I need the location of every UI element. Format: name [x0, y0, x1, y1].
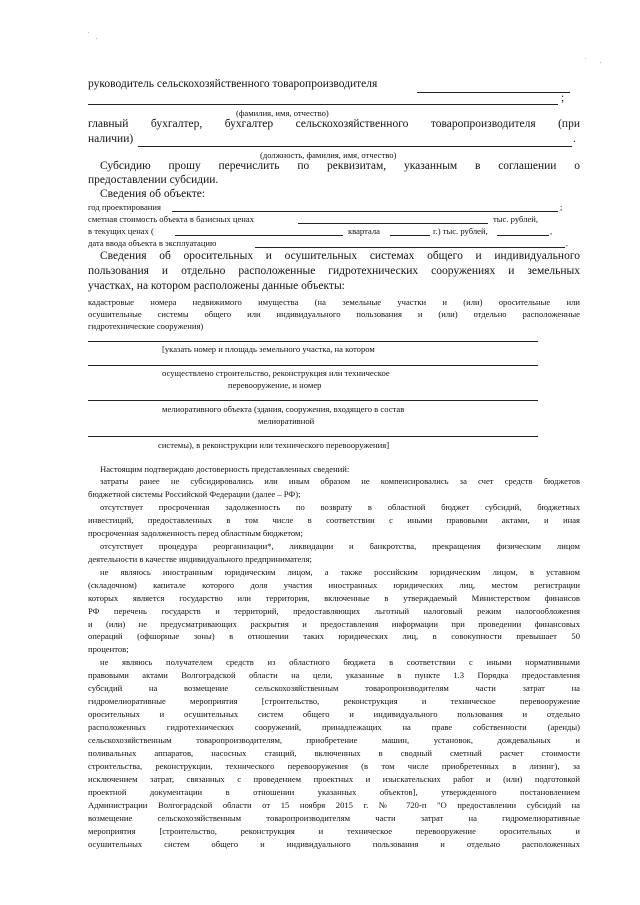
accountant-label-2: наличии)	[88, 133, 134, 145]
manager-caption: (фамилия, имя, отчество)	[236, 108, 329, 118]
basic-cost-label: сметная стоимость объекта в базисных ценах	[88, 214, 255, 224]
object-heading: Сведения об объекте:	[100, 188, 206, 200]
year-suffix: г.) тыс. рублей,	[433, 226, 488, 236]
commission-date-label: дата ввода объекта в эксплуатацию	[88, 238, 217, 248]
confirmation-line: мероприятия [строительство, реконструкция и техническое перевооружение оросительных и	[88, 825, 580, 836]
confirmation-line: инвестиций, предоставленных в том числе в соответствии с иными правовыми актами, и иная	[88, 514, 580, 525]
cadastral-text: кадастровые номера недвижимого имущества (на земельные участки и (или) оросительные или	[88, 297, 580, 307]
accountant-name-field[interactable]	[138, 146, 572, 147]
confirmation-line: (складочном) капитале которого доля участия иностранных юридических лиц, местом регистрации	[88, 579, 580, 590]
cadastral-hint: осуществлено строительство, реконструкция или техническое	[162, 368, 390, 378]
confirmation-line: отсутствует процедура реорганизации*, ликвидации и банкротства, прекращения физическим лицом	[100, 540, 580, 551]
cadastral-text: осушительные системы общего или индивидуального пользования и (или) отдельно расположенные	[88, 309, 580, 319]
accountant-caption: (должность, фамилия, имя, отчество)	[260, 150, 397, 160]
confirmation-line: и (или) не предусматривающих раскрытия и предоставления информации при проведении финансовых	[88, 618, 580, 629]
document-page: руководитель сельскохозяйственного товаропроизводителя ; (фамилия, имя, отчество) главный бухгалтер, бухгалтер сельскохозяйственного товаропроизводителя (при наличии) . (должность, фамилия, имя, отчество) Субсидию прошу перечислить по реквизитам, указанным в соглашении о предоставлении субсидии. Сведения об объекте: год проектирования ; сметная стоимость объекта в базисных ценах тыс. рублей, в текущих ценах ( квартала г.) тыс. рублей, , дата ввода объекта в эксплуатацию . Сведения об оросительных и осушительных системах общего и индивидуального пользования и отдельно расположенные гидротехнических сооружениях и земельных участках, на котором расположены данные объекты: кадастровые номера недвижимого имущества (на земельные участки и (или) оросительные или осушительные системы общего или индивидуального пользования и (или) отдельно расположенные гидротехнические сооружения) [указать номер и площадь земельного участка, на котором осуществлено строительство, реконструкция или техническое перевооружение, и номер мелиоративного объекта (здания, сооружения, входящего в состав мелиоративной системы), в реконструкции или технического перевооружения] Настоящим подтверждаю достоверность представленных сведений: затраты ранее не субсидировались или иным образом не компенсировались за счет средств бюджетов бюджетной системы Российской Федерации (далее – РФ); отсутствует просроченная задолженность по возврату в областной бюджет субсидий, бюджетных инвестиций, предоставленных в том числе в соответствии с иными правовыми актами, и иная просроченная задолженность перед областным бюджетом; отсутствует процедура реорганизации*, ликвидации и банкротства, прекращения физическим лицом деятельности в качестве индивидуального предпринимателя; не являюсь иностранным юридическим лицом, а также российским юридическим лицом, в уставном (складочном) капитале которого доля участия иностранных юридических лиц, местом регистрации которых является государство или территория, включенные в утверждаемый Министерством финансов РФ перечень государств и территорий, предоставляющих льготный налоговый режим налогообложения и (или) не предусматривающих раскрытия и предоставления информации при проведении финансовых операций (офшорные зоны) в отношении таких юридических лиц, в совокупности превышает 50 процентов; не являюсь получателем средств из областного бюджета в соответствии с иными нормативными правовыми актами Волгоградской области на цели, указанные в пункте 1.3 Порядка предоставления субсидий на возмещение сельскохозяйственным товаропроизводителям части затрат на гидромелиоративные мероприятия [строительство, реконструкция и техническое перевооружение оросительных и осушительных систем общего и индивидуального пользования и отдельно расположенных гидротехнических сооружений, принадлежащих на праве собственности (аренды) сельскохозяйственным товаропроизводителям, приобретение машин, установок, дождевальных и поливальных аппаратов, насосных станций, включенных в сводный сметный расчет стоимости строительства, реконструкции, технического перевооружения (в том числе приобретенных в лизинг), за исключением затрат, связанных с проведением проектных и изыскательских работ и (или) подготовкой проектной документации в отношении указанных объектов], утвержденного постановлением Администрации Волгоградской области от 15 ноября 2015 г. № 720-п "О предоставлении субсидий на возмещение сельскохозяйственным товаропроизводителям части затрат на гидромелиоративные мероприятия [строительство, реконструкция и техническое перевооружение оросительных и осушительных систем общего и индивидуального пользования и отдельно расположенных	[0, 0, 640, 905]
confirmation-line: отсутствует просроченная задолженность по возврату в областной бюджет субсидий, бюджетных	[100, 501, 580, 512]
confirmation-line: бюджетной системы Российской Федерации (далее – РФ);	[88, 488, 301, 499]
cadastral-hint: системы), в реконструкции или технического перевооружения]	[158, 440, 390, 450]
cadastral-hint: [указать номер и площадь земельного участка, на котором	[162, 344, 375, 354]
cadastral-hint: мелиоративного объекта (здания, сооружения, входящего в состав	[162, 404, 405, 414]
manager-name-field-2[interactable]	[88, 104, 558, 105]
systems-heading: Сведения об оросительных и осушительных системах общего и индивидуального	[100, 250, 580, 262]
cadastral-field[interactable]	[88, 365, 538, 366]
quarter-year-field[interactable]	[390, 235, 430, 236]
cadastral-hint: перевооружение, и номер	[228, 380, 322, 390]
scan-speck	[600, 62, 601, 63]
confirmation-line: сельскохозяйственным товаропроизводителям, приобретение машин, установок, дождевальных и	[88, 735, 580, 745]
scan-speck	[88, 32, 89, 33]
confirmation-line: строительства, реконструкции, технического перевооружения (в том числе приобретенных в лизинг), за	[88, 760, 580, 771]
systems-heading-3: участках, на котором расположены данные объекты:	[88, 280, 345, 292]
confirmation-line: не являюсь иностранным юридическим лицом, а также российским юридическим лицом, в уставном	[100, 566, 580, 577]
confirmation-line: процентов;	[88, 644, 129, 655]
design-year-field[interactable]	[172, 211, 558, 212]
scan-speck	[585, 58, 586, 59]
confirmation-line: не являюсь получателем средств из областного бюджета в соответствии с иными нормативными	[100, 657, 580, 668]
confirmation-line: осушительных систем общего и индивидуального пользования и отдельно расположенных	[88, 838, 580, 849]
confirmation-line: субсидий на возмещение сельскохозяйственным товаропроизводителям части затрат на	[88, 683, 580, 694]
current-cost-date-field[interactable]	[175, 235, 343, 236]
confirmation-line: операций (офшорные зоны) в отношении таких юридических лиц, в совокупности превышает 50	[88, 631, 580, 642]
confirmation-line: затраты ранее не субсидировались или иным образом не компенсировались за счет средств бюджетов	[100, 476, 580, 486]
subsidy-text-2: предоставлении субсидии.	[88, 174, 219, 186]
confirmation-line: деятельности в качестве индивидуального предпринимателя;	[88, 553, 312, 564]
accountant-label: главный бухгалтер, бухгалтер сельскохозяйственного товаропроизводителя (при	[88, 118, 580, 130]
manager-name-field[interactable]	[417, 92, 570, 93]
confirmation-line: РФ перечень государств и территорий, предоставляющих льготный налоговый режим налогообложения	[88, 605, 580, 616]
cadastral-field[interactable]	[88, 341, 538, 342]
manager-label: руководитель сельскохозяйственного товаропроизводителя	[88, 78, 378, 90]
scan-speck	[96, 38, 97, 39]
subsidy-text: Субсидию прошу перечислить по реквизитам, указанным в соглашении о	[100, 160, 580, 172]
systems-heading-2: пользования и отдельно расположенные гидротехнических сооружениях и земельных	[88, 265, 580, 277]
quarter-label: квартала	[348, 226, 380, 236]
basic-cost-field[interactable]	[298, 223, 488, 224]
current-cost-field[interactable]	[497, 235, 549, 236]
confirmation-line: правовыми актами Волгоградской области на цели, указанные в пункте 1.3 Порядка предоставления	[88, 670, 580, 681]
basic-cost-unit: тыс. рублей,	[493, 214, 539, 224]
confirmation-line: оросительных и осушительных систем общего и индивидуального пользования и отдельно	[88, 709, 580, 720]
cadastral-field[interactable]	[88, 400, 538, 401]
confirmation-line: поливальных аппаратов, насосных станций, включенных в сводный сметный расчет стоимости	[88, 748, 580, 758]
current-cost-label: в текущих ценах (	[88, 226, 154, 236]
confirmation-line: исключением затрат, связанных с проведением проектных и изыскательских работ и (или) подготовкой	[88, 773, 580, 784]
cadastral-field[interactable]	[88, 436, 538, 437]
confirmation-line: просроченная задолженность перед областным бюджетом;	[88, 527, 303, 538]
commission-date-field[interactable]	[255, 247, 565, 248]
confirmation-line: Администрации Волгоградской области от 15 ноября 2015 г. № 720-п "О предоставлении субсидий на	[88, 799, 580, 810]
confirmation-intro: Настоящим подтверждаю достоверность представленных сведений:	[100, 464, 350, 474]
cadastral-text: гидротехнические сооружения)	[88, 321, 204, 331]
confirmation-line: расположенных гидротехнических сооружений, принадлежащих на праве собственности (аренды)	[88, 722, 580, 732]
confirmation-line: возмещение сельскохозяйственным товаропроизводителям части затрат на гидромелиоративные	[88, 812, 580, 823]
confirmation-line: проектной документации в отношении указанных объектов], утвержденного постановлением	[88, 786, 580, 797]
design-year-label: год проектирования	[88, 202, 161, 212]
confirmation-line: которых является государство или территория, включенные в утверждаемый Министерством финансов	[88, 592, 580, 603]
confirmation-line: гидромелиоративные мероприятия [строительство, реконструкция и техническое перевооружение	[88, 696, 580, 707]
cadastral-hint: мелиоративной	[258, 416, 315, 426]
